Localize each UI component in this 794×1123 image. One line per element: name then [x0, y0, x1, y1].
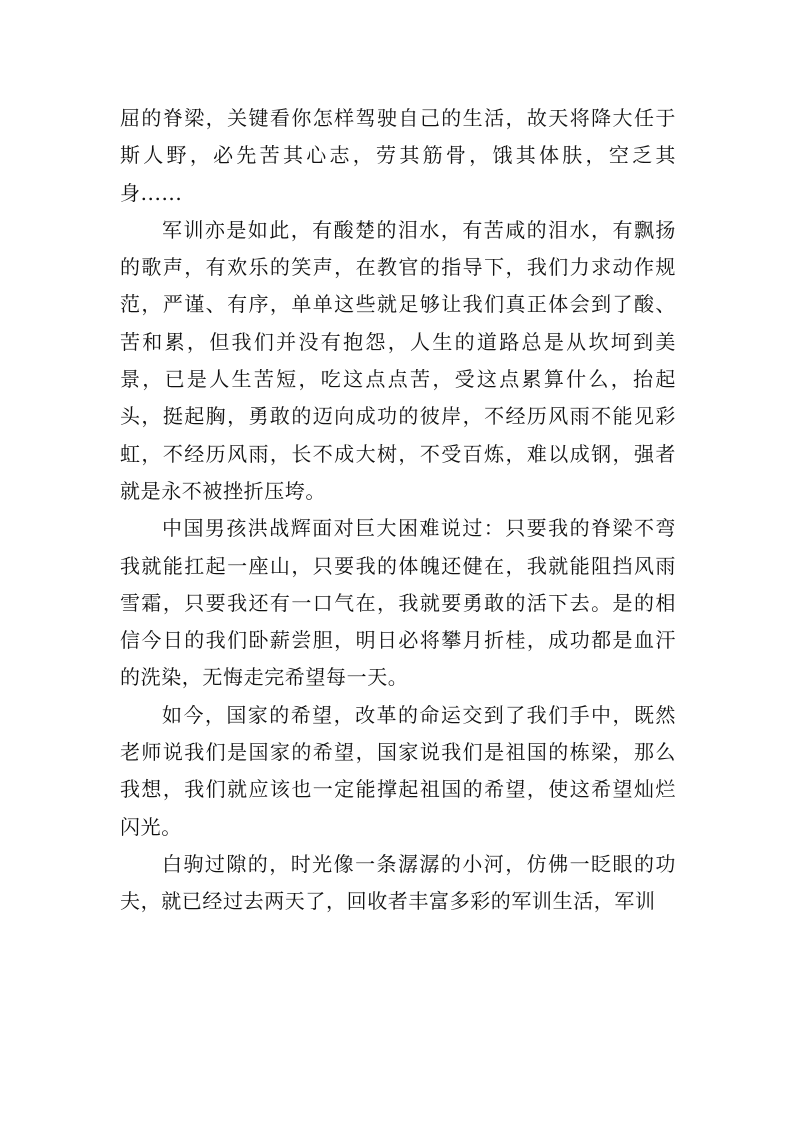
paragraph-5: 白驹过隙的，时光像一条潺潺的小河，仿佛一眨眼的功夫，就已经过去两天了，回收者丰富多彩的军训生活，军训 [120, 851, 676, 914]
paragraph-3: 中国男孩洪战辉面对巨大困难说过：只要我的脊梁不弯我就能扛起一座山，只要我的体魄还健在，我就能阻挡风雨雪霜，只要我还有一口气在，我就要勇敢的活下去。是的相信今日的我们卧薪尝胆，明日必将攀月折桂，成功都是血汗的洗染，无悔走完希望每一天。 [120, 516, 676, 690]
paragraph-2: 军训亦是如此，有酸楚的泪水，有苦咸的泪水，有飘扬的歌声，有欢乐的笑声，在教官的指导下，我们力求动作规范，严谨、有序，单单这些就足够让我们真正体会到了酸、苦和累，但我们并没有抱怨，人生的道路总是从坎坷到美景，已是人生苦短，吃这点点苦，受这点累算什么，抬起头，挺起胸，勇敢的迈向成功的彼岸，不经历风雨不能见彩虹，不经历风雨，长不成大树，不受百炼，难以成钢，强者就是永不被挫折压垮。 [120, 217, 676, 503]
paragraph-4: 如今，国家的希望，改革的命运交到了我们手中，既然老师说我们是国家的希望，国家说我们是祖国的栋梁，那么我想，我们就应该也一定能撑起祖国的希望，使这希望灿烂闪光。 [120, 702, 676, 839]
paragraph-1: 屈的脊梁，关键看你怎样驾驶自己的生活，故天将降大任于斯人野，必先苦其心志，劳其筋骨，饿其体肤，空乏其身...... [120, 106, 676, 205]
document-body [120, 100, 676, 921]
